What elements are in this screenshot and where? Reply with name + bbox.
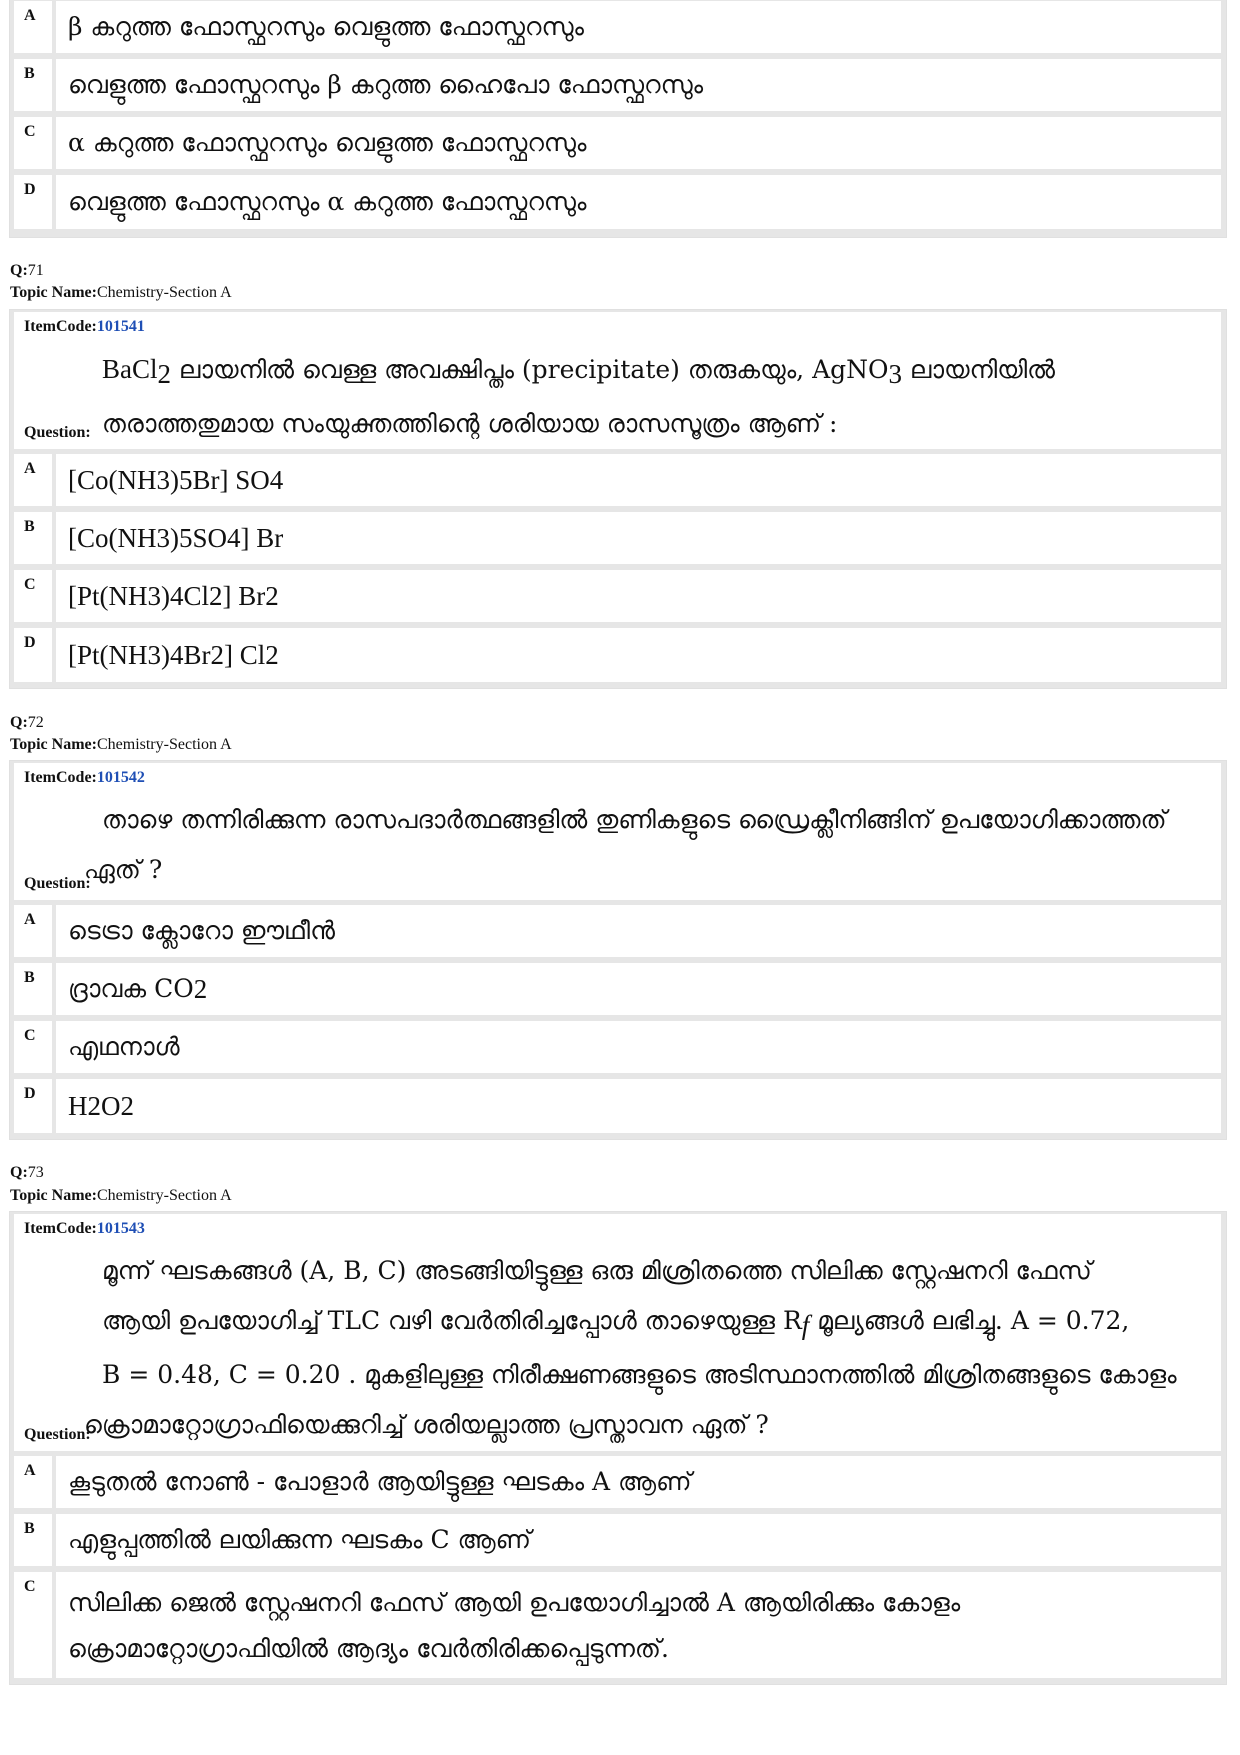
topic-name: Topic Name:Chemistry-Section A xyxy=(10,284,232,301)
option-text: എളുപ്പത്തിൽ ലയിക്കുന്ന ഘടകം C ആണ് xyxy=(52,1514,1221,1566)
option-row-b[interactable] xyxy=(14,59,1221,111)
option-text: [Co(NH 3 ) 5 Br] SO 4 xyxy=(52,454,1221,506)
topic-name: Topic Name:Chemistry-Section A xyxy=(10,1187,232,1204)
option-letter: B xyxy=(24,969,35,986)
option-letter: A xyxy=(24,1462,36,1479)
option-row-d[interactable] xyxy=(14,175,1221,229)
question-text xyxy=(84,1246,1209,1450)
option-text: β കറുത്ത ഫോസ്ഫറസും വെളുത്ത ഫോസ്ഫറസും xyxy=(52,1,1221,53)
option-letter: D xyxy=(24,1085,36,1102)
question-text xyxy=(102,344,1209,449)
question-label: Question: xyxy=(24,875,91,892)
item-code: ItemCode:101542 xyxy=(24,769,145,786)
option-letter: A xyxy=(24,911,36,928)
option-text: വെളുത്ത ഫോസ്ഫറസും β കറുത്ത ഹൈപോ ഫോസ്ഫറസും xyxy=(52,59,1221,111)
question-card-71 xyxy=(9,309,1227,689)
option-letter: D xyxy=(24,634,36,651)
option-row-c[interactable] xyxy=(14,570,1221,622)
option-text: [Pt(NH 3 ) 4 Cl 2 ] Br 2 xyxy=(52,570,1221,622)
option-row-c[interactable] xyxy=(14,1572,1221,1678)
option-text: ദ്രാവക CO 2 xyxy=(52,963,1221,1015)
option-letter: C xyxy=(24,576,36,593)
question-line: ക്രൊമാറ്റോഗ്രാഫിയെക്കുറിച്ച് ശരിയല്ലാത്ത പ്രസ്താവന ഏത് ? xyxy=(84,1410,769,1439)
question-line: B = 0.48, C = 0.20 . മുകളിലുള്ള നിരീക്ഷണങ്ങളുടെ അടിസ്ഥാനത്തിൽ മിശ്രിതങ്ങളുടെ കോളം xyxy=(102,1360,1177,1389)
question-line: ആയി ഉപയോഗിച്ച് TLC വഴി വേർതിരിച്ചപ്പോൾ താഴെയുള്ള $R_f$ മൂല്യങ്ങൾ ലഭിച്ചു. A = 0.72, xyxy=(102,1306,1130,1340)
option-text xyxy=(52,1572,1221,1678)
question-body xyxy=(14,1214,1221,1451)
option-letter: D xyxy=(24,181,36,198)
option-text: കൂടുതൽ നോൺ - പോളാർ ആയിട്ടുള്ള ഘടകം A ആണ് xyxy=(52,1456,1221,1508)
option-row-d[interactable] xyxy=(14,1079,1221,1133)
question-line: മൂന്ന് ഘടകങ്ങൾ (A, B, C) അടങ്ങിയിട്ടുള്ള ഒരു മിശ്രിതത്തെ സിലിക്ക സ്റ്റേഷനറി ഫേസ് xyxy=(102,1256,1092,1285)
option-text: H 2 O 2 xyxy=(52,1079,1221,1133)
option-text: [Pt(NH 3 ) 4 Br 2 ] Cl 2 xyxy=(52,628,1221,682)
question-number: Q:72 xyxy=(10,714,44,731)
question-number: Q:73 xyxy=(10,1164,44,1181)
item-code: ItemCode:101541 xyxy=(24,318,145,335)
question-line: ഏത് ? xyxy=(84,855,163,884)
option-letter: B xyxy=(24,1520,35,1537)
question-line: താഴെ തന്നിരിക്കുന്ന രാസപദാർത്ഥങ്ങളിൽ തുണികളുടെ ഡ്രൈക്ലീനിങ്ങിന് ഉപയോഗിക്കാത്തത് xyxy=(102,805,1167,834)
question-label: Question: xyxy=(24,424,91,441)
question-line: തരാത്തതുമായ സംയുക്തത്തിന്റെ ശരിയായ രാസസൂത്രം ആണ് : xyxy=(102,409,838,438)
prev-question-options xyxy=(9,0,1227,238)
option-row-c[interactable] xyxy=(14,117,1221,169)
question-label: Question: xyxy=(24,1426,91,1443)
option-row-a[interactable] xyxy=(14,905,1221,957)
option-row-b[interactable] xyxy=(14,1514,1221,1566)
option-letter: C xyxy=(24,123,36,140)
option-row-d[interactable] xyxy=(14,628,1221,682)
option-line: ക്രൊമാറ്റോഗ്രാഫിയിൽ ആദ്യം വേർതിരിക്കപ്പെടുന്നത്. xyxy=(68,1634,669,1663)
option-row-a[interactable] xyxy=(14,1,1221,53)
question-line: BaCl$_2$ ലായനിൽ വെള്ള അവക്ഷിപ്തം (precipitate) തരുകയും, AgNO$_3$ ലായനിയിൽ xyxy=(102,354,1055,389)
option-letter: B xyxy=(24,65,35,82)
question-body xyxy=(14,763,1221,900)
option-text: [Co(NH 3 ) 5 SO 4 ] Br xyxy=(52,512,1221,564)
option-letter: C xyxy=(24,1578,36,1595)
option-text: ടെട്രാ ക്ലോറോ ഈഥീൻ xyxy=(52,905,1221,957)
option-row-a[interactable] xyxy=(14,454,1221,506)
option-letter: C xyxy=(24,1027,36,1044)
question-card-72 xyxy=(9,760,1227,1140)
option-text: എഥനാൾ xyxy=(52,1021,1221,1073)
option-row-a[interactable] xyxy=(14,1456,1221,1508)
question-number: Q:71 xyxy=(10,262,44,279)
option-letter: A xyxy=(24,7,36,24)
item-code: ItemCode:101543 xyxy=(24,1220,145,1237)
option-letter: A xyxy=(24,460,36,477)
option-text: വെളുത്ത ഫോസ്ഫറസും α കറുത്ത ഫോസ്ഫറസും xyxy=(52,175,1221,229)
option-text: α കറുത്ത ഫോസ്ഫറസും വെളുത്ത ഫോസ്ഫറസും xyxy=(52,117,1221,169)
option-row-c[interactable] xyxy=(14,1021,1221,1073)
option-letter: B xyxy=(24,518,35,535)
question-text xyxy=(84,795,1209,895)
option-row-b[interactable] xyxy=(14,512,1221,564)
option-line: സിലിക്ക ജെൽ സ്റ്റേഷനറി ഫേസ് ആയി ഉപയോഗിച്ചാൽ A ആയിരിക്കും കോളം xyxy=(68,1588,961,1617)
question-body xyxy=(14,312,1221,449)
question-card-73 xyxy=(9,1211,1227,1685)
option-row-b[interactable] xyxy=(14,963,1221,1015)
topic-name: Topic Name:Chemistry-Section A xyxy=(10,736,232,753)
